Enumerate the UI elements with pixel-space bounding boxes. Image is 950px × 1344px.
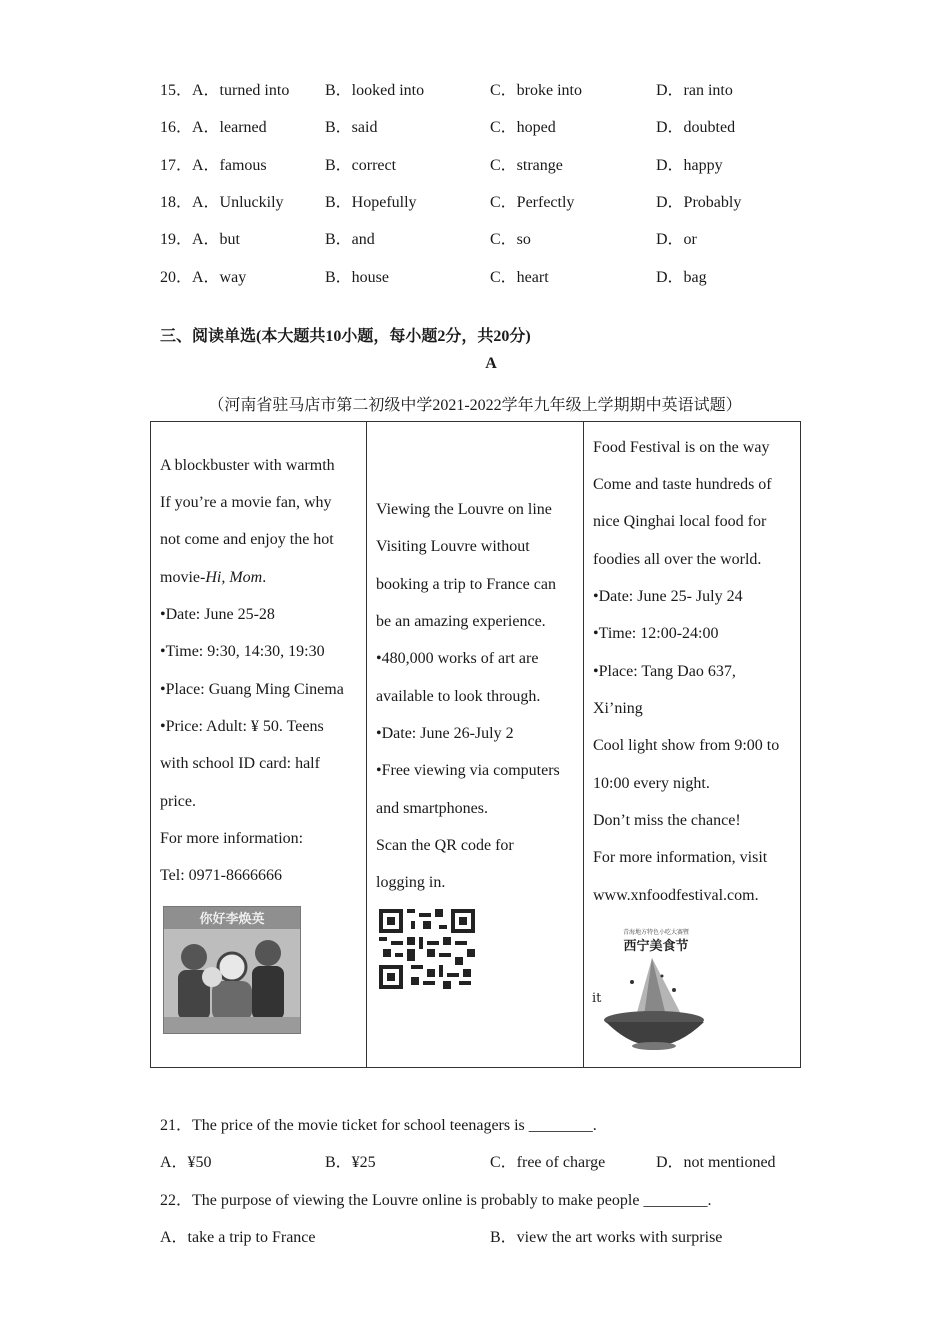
ad-line: and smartphones. bbox=[376, 800, 488, 817]
question-21-stem: 21．The price of the movie ticket for school teenagers is ________. bbox=[160, 1117, 597, 1134]
ad-line: Xi’ning bbox=[593, 700, 643, 717]
option-b: B．house bbox=[325, 269, 390, 286]
ad-line: •Date: June 25- July 24 bbox=[593, 588, 743, 605]
ad-line: Scan the QR code for bbox=[376, 837, 514, 854]
ad-line: •Date: June 25-28 bbox=[160, 606, 275, 623]
question-number: 15． bbox=[160, 82, 193, 99]
ad-line: Food Festival is on the way bbox=[593, 439, 770, 456]
ad-line: For more information, visit bbox=[593, 849, 768, 866]
ad-text: movie- bbox=[160, 569, 206, 586]
ad-line: Viewing the Louvre on line bbox=[376, 501, 552, 518]
poster-title: 西宁美食节 bbox=[623, 939, 689, 954]
question-number: 16． bbox=[160, 119, 193, 136]
option-d: D．bag bbox=[656, 269, 707, 286]
option-b: B．Hopefully bbox=[325, 194, 417, 211]
ad-line: price. bbox=[160, 793, 196, 810]
ad-line: not come and enjoy the hot bbox=[160, 531, 334, 548]
ad-line: A blockbuster with warmth bbox=[160, 457, 335, 474]
ad-line: booking a trip to France can bbox=[376, 576, 556, 593]
option-c: C．hoped bbox=[490, 119, 556, 136]
ad-line: www.xnfoodfestival.com. bbox=[593, 887, 759, 904]
option-b: B．view the art works with surprise bbox=[490, 1229, 723, 1246]
ad-line: •480,000 works of art are bbox=[376, 650, 539, 667]
option-d: D．or bbox=[656, 231, 697, 248]
food-festival-poster-image bbox=[592, 920, 718, 1054]
option-c: C．broke into bbox=[490, 82, 582, 99]
option-b: B．¥25 bbox=[325, 1154, 376, 1171]
option-b: B．said bbox=[325, 119, 378, 136]
option-b: B．and bbox=[325, 231, 375, 248]
ad-line: •Place: Guang Ming Cinema bbox=[160, 681, 344, 698]
ad-line: with school ID card: half bbox=[160, 755, 320, 772]
question-number: 20． bbox=[160, 269, 193, 286]
option-d: D．not mentioned bbox=[656, 1154, 776, 1171]
option-a: A．learned bbox=[192, 119, 267, 136]
option-d: D．happy bbox=[656, 157, 723, 174]
option-d: D．Probably bbox=[656, 194, 742, 211]
ad-line: available to look through. bbox=[376, 688, 541, 705]
option-a: A．famous bbox=[192, 157, 267, 174]
question-22-stem: 22．The purpose of viewing the Louvre online is probably to make people ________. bbox=[160, 1192, 712, 1209]
option-a: A．take a trip to France bbox=[160, 1229, 316, 1246]
option-a: A．way bbox=[192, 269, 247, 286]
option-c: C．strange bbox=[490, 157, 563, 174]
ad-line: •Time: 9:30, 14:30, 19:30 bbox=[160, 643, 325, 660]
ads-table bbox=[150, 421, 801, 1068]
source-note: （河南省驻马店市第二初级中学2021-2022学年九年级上学期期中英语试题） bbox=[208, 397, 742, 414]
option-a: A．but bbox=[192, 231, 241, 248]
movie-poster-image bbox=[163, 906, 301, 1034]
option-b: B．correct bbox=[325, 157, 397, 174]
option-c: C．so bbox=[490, 231, 531, 248]
movie-poster-icon bbox=[164, 907, 300, 1033]
ad-louvre bbox=[367, 422, 584, 1067]
poster-caption: 你好李焕英 bbox=[199, 912, 265, 927]
option-a: A．turned into bbox=[192, 82, 290, 99]
ad-line: •Free viewing via computers bbox=[376, 762, 560, 779]
ad-line: Come and taste hundreds of bbox=[593, 476, 772, 493]
ad-line: For more information: bbox=[160, 830, 304, 847]
ad-line: •Place: Tang Dao 637, bbox=[593, 663, 736, 680]
option-c: C．Perfectly bbox=[490, 194, 575, 211]
question-number: 19． bbox=[160, 231, 193, 248]
option-d: D．ran into bbox=[656, 82, 733, 99]
option-d: D．doubted bbox=[656, 119, 736, 136]
ad-line: •Price: Adult: ¥ 50. Teens bbox=[160, 718, 324, 735]
ad-line: Visiting Louvre without bbox=[376, 538, 530, 555]
poster-side-text: it bbox=[592, 991, 602, 1006]
ad-food-festival bbox=[584, 422, 800, 1067]
ad-line: nice Qinghai local food for bbox=[593, 513, 767, 530]
option-b: B．looked into bbox=[325, 82, 425, 99]
ad-line: •Time: 12:00-24:00 bbox=[593, 625, 719, 642]
qr-code-image bbox=[379, 908, 475, 990]
ad-line: •Date: June 26-July 2 bbox=[376, 725, 514, 742]
ad-text: . bbox=[262, 569, 267, 586]
ad-line: foodies all over the world. bbox=[593, 551, 762, 568]
option-c: C．free of charge bbox=[490, 1154, 606, 1171]
ad-movie bbox=[151, 422, 367, 1067]
section-heading: 三、阅读单选(本大题共10小题，每小题2分，共20分) bbox=[160, 328, 531, 345]
ad-line: Cool light show from 9:00 to bbox=[593, 737, 780, 754]
ad-line: be an amazing experience. bbox=[376, 613, 546, 630]
option-c: C．heart bbox=[490, 269, 549, 286]
passage-letter: A bbox=[485, 355, 497, 372]
poster-subtitle: 青海地方特色小吃大赛暨 bbox=[622, 929, 690, 936]
ad-line: Tel: 0971-8666666 bbox=[160, 867, 282, 884]
question-number: 18． bbox=[160, 194, 193, 211]
movie-title: Hi, Mom bbox=[205, 569, 263, 586]
ad-line: 10:00 every night. bbox=[593, 775, 710, 792]
ad-line: If you’re a movie fan, why bbox=[160, 494, 332, 511]
ad-line-movie-title bbox=[160, 567, 266, 589]
ad-line: logging in. bbox=[376, 874, 446, 891]
qr-code-icon bbox=[379, 908, 475, 990]
option-a: A．Unluckily bbox=[192, 194, 284, 211]
option-a: A．¥50 bbox=[160, 1154, 212, 1171]
question-number: 17． bbox=[160, 157, 193, 174]
food-bowl-icon bbox=[592, 920, 718, 1054]
ad-line: Don’t miss the chance! bbox=[593, 812, 741, 829]
